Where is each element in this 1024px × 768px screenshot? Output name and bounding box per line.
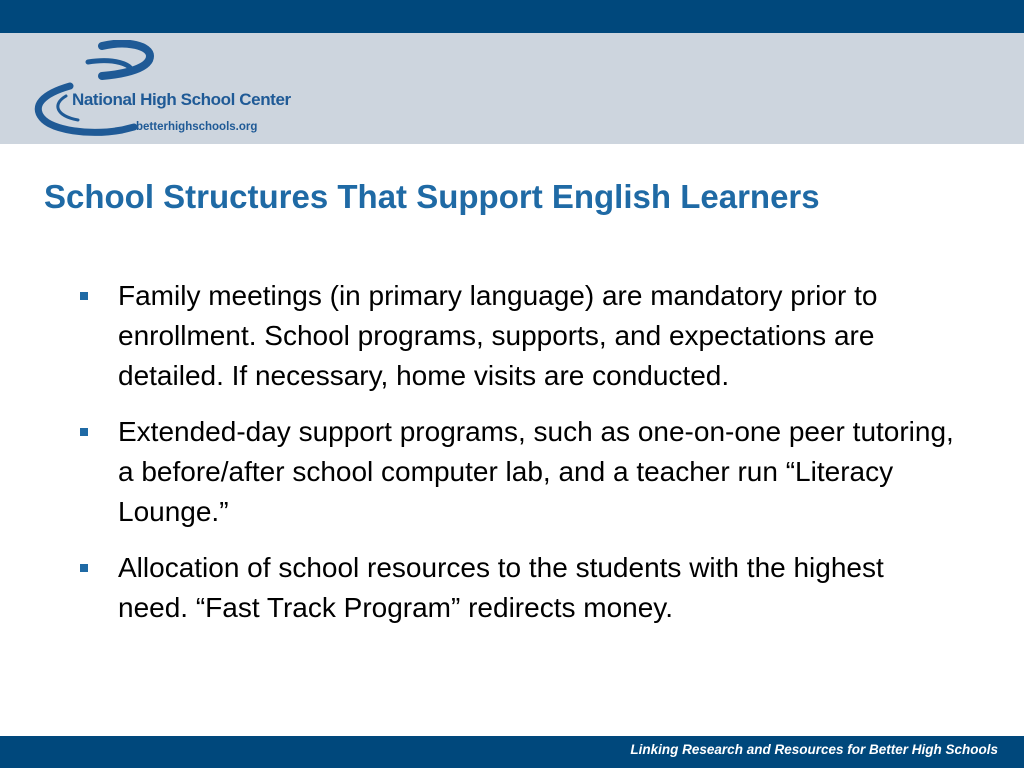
- footer-tagline: Linking Research and Resources for Better High Schools: [630, 742, 998, 757]
- list-item: [80, 412, 960, 532]
- org-name: National High School Center: [72, 90, 291, 109]
- slide-title: School Structures That Support English Learners: [44, 178, 820, 215]
- square-bullet-icon: [80, 292, 88, 300]
- org-url: betterhighschools.org: [136, 121, 258, 133]
- bullet-text: Allocation of school resources to the students with the highest need. “Fast Track Program” redirects money.: [118, 552, 884, 623]
- top-bar: [0, 0, 1024, 33]
- bullet-list: [80, 276, 960, 644]
- bullet-text: Extended-day support programs, such as one-on-one peer tutoring, a before/after school computer lab, and a teacher run “Literacy Lounge.”: [118, 416, 954, 527]
- square-bullet-icon: [80, 564, 88, 572]
- square-bullet-icon: [80, 428, 88, 436]
- bullet-text: Family meetings (in primary language) are mandatory prior to enrollment. School programs, supports, and expectations are detailed. If necessary, home visits are conducted.: [118, 280, 878, 391]
- list-item: [80, 548, 960, 628]
- list-item: [80, 276, 960, 396]
